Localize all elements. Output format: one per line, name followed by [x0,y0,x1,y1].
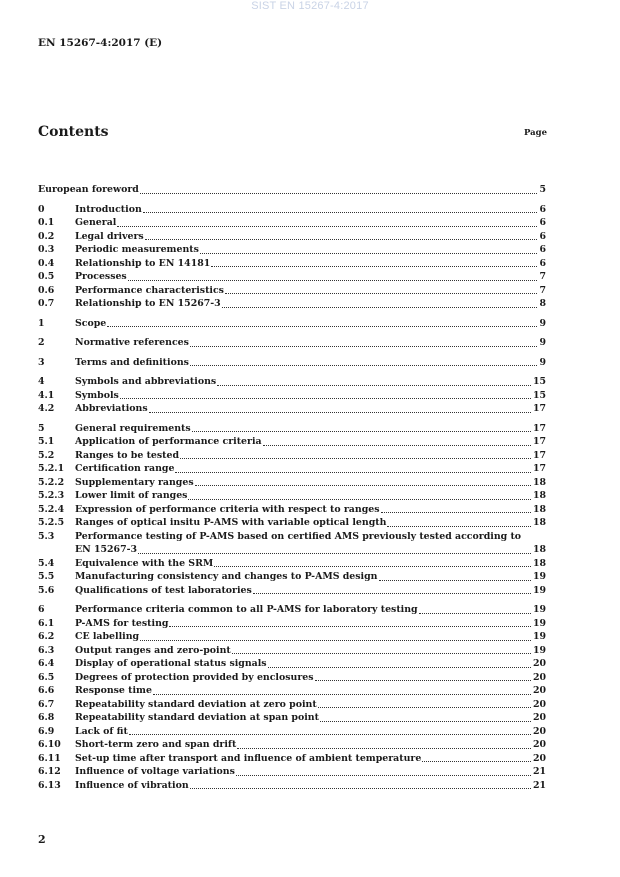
toc-entry[interactable] [38,779,546,793]
toc-entry-page: 21 [532,779,546,791]
toc-entry-number: 5.1 [38,436,55,447]
toc-entry-number: 0.7 [38,298,55,309]
toc-leader-dots [387,526,531,527]
toc-leader-dots [192,431,531,432]
toc-entry-number: 4.1 [38,389,55,401]
toc-entry[interactable] [38,530,546,557]
toc-entry-page: 19 [532,571,546,582]
toc-entry-number: 0.6 [38,284,55,296]
toc-leader-dots [190,365,538,366]
toc-entry-page: 20 [532,671,546,683]
toc-leader-dots [180,458,531,459]
toc-entry-number: 5.4 [38,557,55,569]
toc-leader-dots [379,580,531,581]
toc-leader-dots [253,593,531,594]
toc-entry-title: P-AMS for testing [75,617,169,629]
toc-entry-number: 6.12 [38,766,61,777]
toc-entry[interactable] [38,462,546,476]
toc-entry-page: 20 [532,739,546,750]
toc-entry[interactable] [38,657,546,671]
toc-entry-title: Relationship to EN 14181 [75,257,211,269]
toc-entry-page: 21 [532,766,546,777]
toc-leader-dots [120,398,531,399]
toc-entry-title: Periodic measurements [75,244,199,255]
toc-entry-title: Processes [75,271,127,282]
toc-entry-page: 9 [539,337,546,348]
toc-leader-dots [153,694,531,695]
toc-entry-page: 9 [539,356,546,368]
toc-entry[interactable] [38,644,546,658]
toc-entry-page: 6 [539,257,546,269]
toc-entry-number: 5.3 [38,530,55,542]
toc-entry-page: 19 [532,617,546,629]
toc-entry-page: 19 [532,644,546,656]
toc-entry[interactable] [38,297,546,311]
toc-entry[interactable] [38,402,546,416]
toc-leader-dots [169,626,531,627]
toc-leader-dots [175,472,531,473]
toc-entry-number: 6.6 [38,685,55,696]
toc-entry-number: 4 [38,376,45,387]
toc-entry[interactable] [38,375,546,389]
toc-entry-page: 15 [532,389,546,401]
toc-entry[interactable] [38,584,546,598]
toc-entry-page: 20 [532,725,546,737]
toc-entry-page: 6 [539,203,546,215]
toc-entry[interactable] [38,336,546,350]
toc-entry-page: 20 [532,658,546,669]
toc-entry-title: Set-up time after transport and influence of ambient temperature [75,752,422,764]
toc-entry-title: Lack of fit [75,725,128,737]
toc-entry[interactable] [38,270,546,284]
toc-entry-number: 6.1 [38,617,55,629]
toc-entry-title-line2: EN 15267-3 [75,544,138,555]
toc-entry[interactable] [38,284,546,298]
toc-entry-page: 5 [539,184,546,195]
toc-entry-title: Short-term zero and span drift [75,739,237,750]
toc-leader-dots [145,239,538,240]
toc-entry[interactable] [38,671,546,685]
toc-entry-title: Output ranges and zero-point [75,644,231,656]
toc-entry-title: Performance characteristics [75,284,224,296]
toc-entry-title-line1: Performance testing of P-AMS based on certified AMS previously tested according to [75,530,522,542]
toc-entry-title: Normative references [75,337,189,348]
toc-entry[interactable] [38,317,546,331]
toc-entry[interactable] [38,503,546,517]
toc-entry-number: 6.11 [38,752,61,764]
toc-entry[interactable] [38,489,546,503]
toc-entry-page: 17 [532,449,546,461]
toc-entry-page: 18 [532,517,546,528]
toc-entry-page: 19 [532,604,546,615]
toc-entry-page: 9 [539,317,546,329]
toc-leader-dots [419,613,531,614]
table-of-contents [38,183,546,792]
toc-entry-title: Certification range [75,463,175,474]
toc-leader-dots [211,266,537,267]
toc-entry-number: 6 [38,604,45,615]
toc-entry-title: Repeatability standard deviation at span point [75,712,319,723]
contents-heading: Contents [38,124,109,140]
toc-entry-number: 0 [38,203,45,215]
toc-entry-title: General requirements [75,422,191,434]
toc-entry-number: 5.6 [38,584,55,596]
toc-entry-title: Ranges to be tested [75,449,180,461]
toc-entry-number: 6.8 [38,712,55,723]
toc-entry-title: Repeatability standard deviation at zero point [75,698,317,710]
toc-entry-number: 6.4 [38,658,55,669]
toc-entry-title: Equivalence with the SRM [75,557,214,569]
toc-entry-page: 19 [532,631,546,642]
toc-entry-page: 8 [539,298,546,309]
toc-leader-dots [190,346,538,347]
toc-entry-number: 5.5 [38,571,55,582]
toc-entry[interactable] [38,630,546,644]
toc-entry-number: 5.2.2 [38,476,65,488]
toc-entry-title: Legal drivers [75,230,144,242]
toc-entry[interactable] [38,356,546,370]
toc-entry-page: 20 [532,685,546,696]
toc-entry[interactable] [38,752,546,766]
toc-leader-dots [128,280,538,281]
toc-entry-number: 6.13 [38,779,61,791]
toc-leader-dots [214,566,531,567]
toc-entry-number: 5.2.3 [38,490,65,501]
toc-entry[interactable] [38,216,546,230]
toc-entry-title: CE labelling [75,631,140,642]
toc-entry-title: Ranges of optical insitu P-AMS with variable optical length [75,517,387,528]
toc-leader-dots [381,512,531,513]
toc-leader-dots [200,253,538,254]
toc-entry-page: 18 [532,476,546,488]
toc-entry[interactable] [38,476,546,490]
toc-leader-dots [149,412,531,413]
toc-entry-title: Manufacturing consistency and changes to P-AMS design [75,571,378,582]
toc-entry[interactable] [38,557,546,571]
toc-leader-dots [217,385,531,386]
toc-entry-title: Symbols and abbreviations [75,376,217,387]
toc-entry-page: 7 [539,271,546,282]
toc-entry-page: 17 [532,422,546,434]
watermark: SIST EN 15267-4:2017 [251,0,369,12]
toc-entry-number: 3 [38,356,45,368]
toc-leader-dots [318,707,531,708]
toc-entry-title: Scope [75,317,107,329]
toc-entry-page: 20 [532,752,546,764]
toc-entry-number: 5.2 [38,449,55,461]
toc-entry-number: 0.4 [38,257,55,269]
toc-entry-page: 17 [532,403,546,414]
toc-leader-dots [129,734,531,735]
toc-leader-dots [237,748,531,749]
toc-entry-number: 0.2 [38,230,55,242]
toc-entry-number: 1 [38,317,45,329]
toc-entry[interactable] [38,765,546,779]
toc-entry-title: Expression of performance criteria with respect to ranges [75,503,380,515]
toc-entry-title: Terms and definitions [75,356,189,368]
toc-leader-dots [190,788,531,789]
toc-entry-number: 6.9 [38,725,55,737]
toc-entry[interactable] [38,711,546,725]
toc-entry-number: 5.2.4 [38,503,65,515]
toc-entry-number: 6.7 [38,698,55,710]
toc-entry-title: European foreword [38,184,139,195]
toc-leader-dots [140,640,531,641]
toc-entry[interactable] [38,570,546,584]
toc-leader-dots [140,193,538,194]
toc-entry-number: 6.5 [38,671,55,683]
toc-entry[interactable] [38,617,546,631]
toc-entry-number: 6.2 [38,631,55,642]
page-column-label: Page [524,128,548,138]
toc-entry[interactable] [38,738,546,752]
toc-entry-title: Performance criteria common to all P-AMS for laboratory testing [75,604,418,615]
toc-leader-dots [222,307,538,308]
toc-entry-number: 5.2.1 [38,463,65,474]
toc-entry-page: 17 [532,463,546,474]
toc-leader-dots [232,653,531,654]
toc-entry[interactable] [38,203,546,217]
toc-entry[interactable] [38,698,546,712]
toc-entry-title: General [75,217,117,228]
toc-entry-page: 18 [532,490,546,501]
document-id: EN 15267-4:2017 (E) [38,37,163,49]
toc-entry-title: Qualifications of test laboratories [75,584,252,596]
toc-entry-number: 5 [38,422,45,434]
toc-entry[interactable] [38,422,546,436]
toc-entry-page: 18 [532,544,546,555]
toc-entry-page: 7 [539,284,546,296]
toc-entry-page: 17 [532,436,546,447]
page-number: 2 [38,833,46,846]
toc-entry-page: 20 [532,698,546,710]
toc-leader-dots [422,761,531,762]
toc-entry-title: Influence of voltage variations [75,766,235,777]
toc-entry-foreword[interactable] [38,183,546,197]
toc-leader-dots [236,775,531,776]
toc-entry-number: 0.1 [38,217,55,228]
toc-entry[interactable] [38,684,546,698]
toc-leader-dots [263,445,531,446]
toc-entry-title: Symbols [75,389,119,401]
toc-entry[interactable] [38,257,546,271]
toc-entry-title: Relationship to EN 15267-3 [75,298,221,309]
toc-entry-number: 6.10 [38,739,61,750]
toc-entry[interactable] [38,389,546,403]
toc-entry[interactable] [38,243,546,257]
toc-entry-page: 6 [539,230,546,242]
toc-entry[interactable] [38,516,546,530]
toc-entry-title: Degrees of protection provided by enclosures [75,671,314,683]
toc-entry[interactable] [38,603,546,617]
toc-entry-title: Supplementary ranges [75,476,194,488]
toc-entry[interactable] [38,725,546,739]
toc-entry[interactable] [38,435,546,449]
toc-entry-page: 18 [532,557,546,569]
toc-entry-title: Application of performance criteria [75,436,262,447]
toc-entry-title: Introduction [75,203,142,215]
toc-leader-dots [107,326,537,327]
toc-entry-page: 6 [539,244,546,255]
toc-entry-number: 0.3 [38,244,55,255]
toc-entry-title: Response time [75,685,152,696]
toc-entry-number: 0.5 [38,271,55,282]
toc-entry[interactable] [38,449,546,463]
toc-entry-title: Lower limit of ranges [75,490,188,501]
toc-leader-dots [143,212,538,213]
toc-leader-dots [117,226,537,227]
toc-leader-dots [268,667,531,668]
toc-leader-dots [315,680,531,681]
toc-leader-dots [225,293,538,294]
toc-entry-title: Abbreviations [75,403,148,414]
toc-entry-page: 6 [539,217,546,228]
toc-leader-dots [320,721,531,722]
toc-entry-title: Influence of vibration [75,779,189,791]
toc-leader-dots [188,499,530,500]
toc-entry-title: Display of operational status signals [75,658,267,669]
toc-entry-number: 6.3 [38,644,55,656]
toc-entry-page: 20 [532,712,546,723]
toc-entry-number: 4.2 [38,403,55,414]
toc-entry-page: 18 [532,503,546,515]
toc-entry-number: 2 [38,337,45,348]
toc-leader-dots [195,485,531,486]
toc-entry-number: 5.2.5 [38,517,65,528]
toc-entry-page: 19 [532,584,546,596]
toc-leader-dots [138,553,531,554]
toc-entry[interactable] [38,230,546,244]
toc-entry-page: 15 [532,376,546,387]
